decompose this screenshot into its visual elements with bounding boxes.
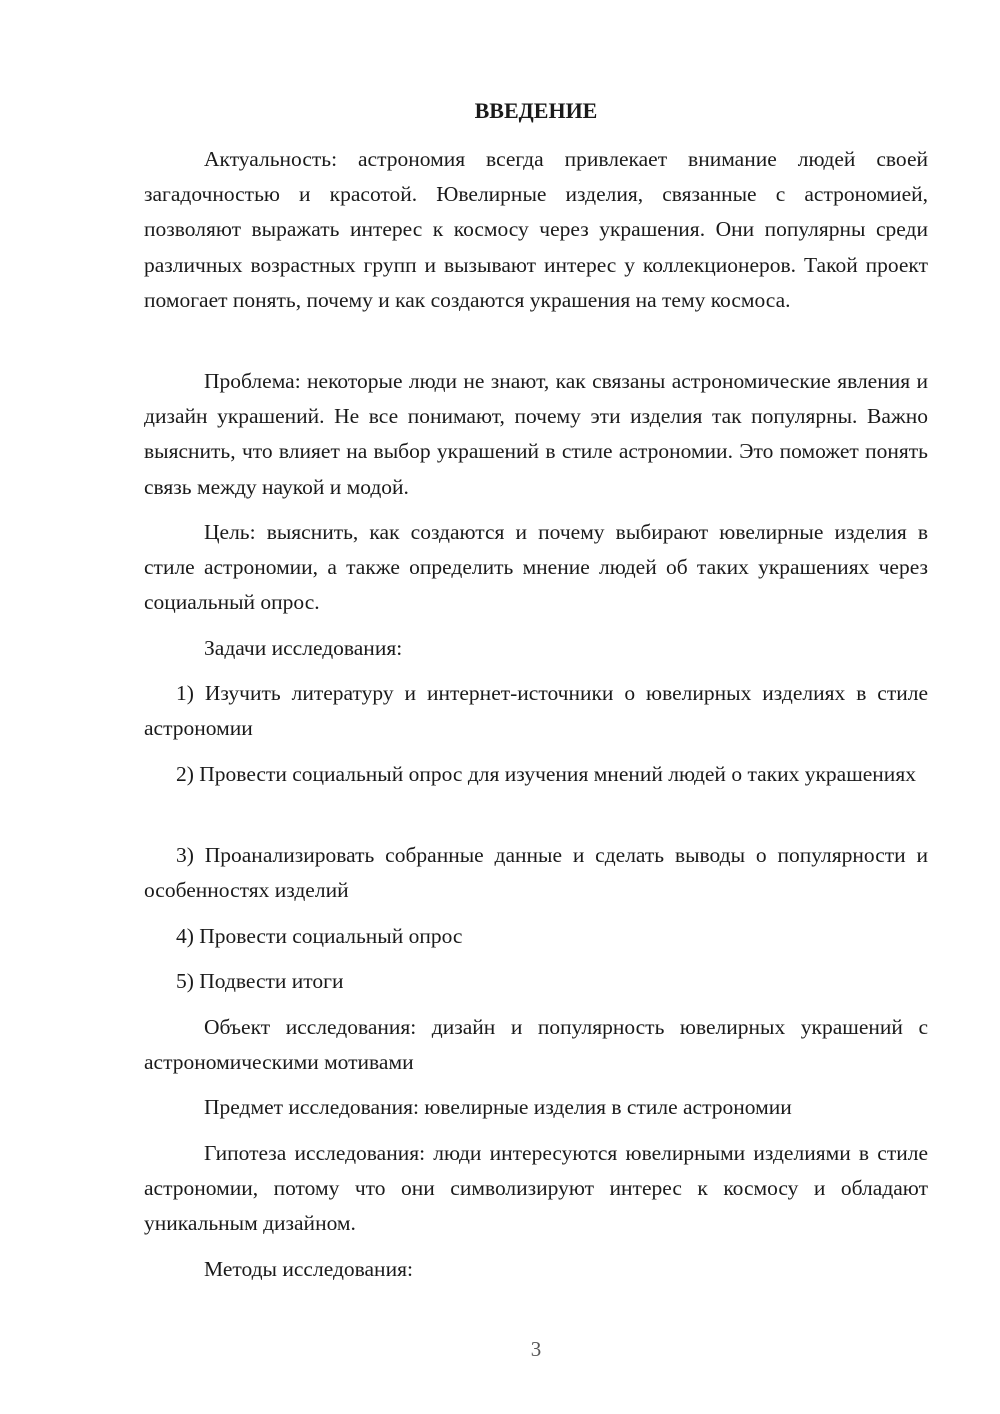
task-item-5: 5) Подвести итоги (176, 969, 344, 993)
research-subject-paragraph: Предмет исследования: ювелирные изделия в стиле астрономии (204, 1095, 792, 1119)
task-item-3: 3) Проанализировать собранные данные и сделать выводы о популярности и особенностях изделий (144, 843, 928, 903)
task-item-2: 2) Провести социальный опрос для изучения мнений людей о таких украшениях (176, 762, 916, 786)
document-page (144, 0, 928, 1414)
problem-paragraph: Проблема: некоторые люди не знают, как связаны астрономические явления и дизайн украшений. Не все понимают, почему эти изделия так популярны. Важно выяснить, что влияет на выбор украшений в стиле астрономии. Это поможет понять связь между наукой и модой. (144, 369, 928, 499)
goal-paragraph: Цель: выяснить, как создаются и почему выбирают ювелирные изделия в стиле астрономии, а также определить мнение людей об таких украшениях через социальный опрос. (144, 520, 928, 615)
research-object-paragraph: Объект исследования: дизайн и популярность ювелирных украшений с астрономическими мотивами (144, 1015, 928, 1075)
page-number: 3 (530, 1337, 542, 1361)
tasks-title: Задачи исследования: (204, 636, 403, 660)
section-heading: ВВЕДЕНИЕ (474, 98, 598, 123)
relevance-paragraph: Актуальность: астрономия всегда привлекает внимание людей своей загадочностью и красотой. Ювелирные изделия, связанные с астрономией, позволяют выражать интерес к космосу через украшения. Они популярны среди различных возрастных групп и вызывают интерес у коллекционеров. Такой проект помогает понять, почему и как создаются украшения на тему космоса. (144, 147, 928, 312)
methods-title: Методы исследования: (204, 1257, 413, 1281)
task-item-1: 1) Изучить литературу и интернет-источники о ювелирных изделиях в стиле астрономии (144, 681, 928, 741)
hypothesis-paragraph: Гипотеза исследования: люди интересуются ювелирными изделиями в стиле астрономии, потому что они символизируют интерес к космосу и обладают уникальным дизайном. (144, 1141, 928, 1236)
task-item-4: 4) Провести социальный опрос (176, 924, 463, 948)
